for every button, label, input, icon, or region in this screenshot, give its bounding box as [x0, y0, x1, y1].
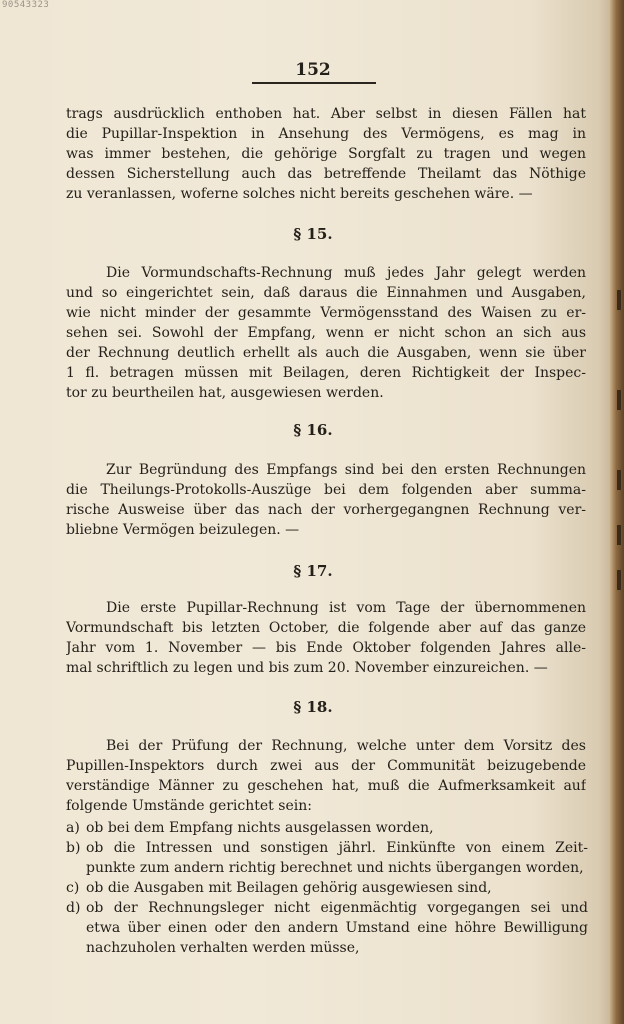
text-line: Die erste Pupillar-Rechnung ist vom Tage der übernommenen: [106, 600, 586, 616]
text-line: mal schriftlich zu legen und bis zum 20. November einzureichen. —: [66, 660, 548, 676]
text-line: wie nicht minder der gesammte Vermögensstand des Waisen zu er-: [66, 305, 586, 321]
text-line: rische Ausweise über das nach der vorhergegangnen Rechnung ver-: [66, 502, 586, 518]
text-line: 1 fl. betragen müssen mit Beilagen, deren Richtigkeit der Inspec-: [66, 365, 586, 381]
spine-marks: [617, 0, 621, 1024]
list-item-label: b): [66, 840, 81, 856]
text-line: ob der Rechnungsleger nicht eigenmächtig vorgegangen sei und: [86, 900, 588, 916]
text-line: folgende Umstände gerichtet sein:: [66, 798, 312, 814]
text-line: bliebne Vermögen beizulegen. —: [66, 522, 300, 538]
text-line: Zur Begründung des Empfangs sind bei den ersten Rechnungen: [106, 462, 586, 478]
list-item: [66, 878, 588, 898]
list-item: [66, 818, 588, 838]
section-15-heading: § 15.: [293, 225, 333, 243]
text-line: Bei der Prüfung der Rechnung, welche unter dem Vorsitz des: [106, 738, 586, 754]
text-line: Jahr vom 1. November — bis Ende Oktober folgenden Jahres alle-: [66, 640, 586, 656]
text-line: verständige Männer zu geschehen hat, muß die Aufmerksamkeit auf: [66, 778, 586, 794]
section-17-heading: § 17.: [293, 562, 333, 580]
text-line: Vormundschaft bis letzten October, die folgende aber auf das ganze: [66, 620, 586, 636]
paragraph-continued: [66, 104, 586, 204]
list-item: [66, 898, 588, 958]
text-line: die Pupillar-Inspektion in Ansehung des Vermögens, es mag in: [66, 126, 586, 142]
text-line: ob die Intressen und sonstigen jährl. Einkünfte von einem Zeit-: [86, 840, 588, 856]
section-17-text: [66, 598, 586, 678]
text-line: die Theilungs-Protokolls-Auszüge bei dem folgenden aber summa-: [66, 482, 586, 498]
header-rule: [252, 82, 376, 84]
list-item-label: c): [66, 880, 80, 896]
text-line: und so eingerichtet sein, daß daraus die Einnahmen und Ausgaben,: [66, 285, 586, 301]
archive-stamp: 90543323: [2, 0, 50, 10]
text-line: sehen sei. Sowohl der Empfang, wenn er nicht schon an sich aus: [66, 325, 586, 341]
text-line: der Rechnung deutlich erhellt als auch die Ausgaben, wenn sie über: [66, 345, 586, 361]
text-line: Die Vormundschafts-Rechnung muß jedes Jahr gelegt werden: [106, 265, 586, 281]
section-16-text: [66, 460, 586, 540]
text-line: dessen Sicherstellung auch das betreffende Theilamt das Nöthige: [66, 166, 586, 182]
list-item: [66, 838, 588, 878]
list-item-label: a): [66, 820, 80, 836]
text-line: zu veranlassen, woferne solches nicht bereits geschehen wäre. —: [66, 186, 533, 202]
section-18-heading: § 18.: [293, 698, 333, 716]
text-line: ob die Ausgaben mit Beilagen gehörig ausgewiesen sind,: [86, 880, 492, 896]
list-item-label: d): [66, 900, 81, 916]
text-line: nachzuholen verhalten werden müsse,: [86, 940, 360, 956]
text-line: was immer bestehen, die gehörige Sorgfalt zu tragen und wegen: [66, 146, 586, 162]
text-line: etwa über einen oder den andern Umstand eine höhre Bewilligung: [86, 920, 588, 936]
text-line: tor zu beurtheilen hat, ausgewiesen werden.: [66, 385, 384, 401]
page-number: 152: [295, 60, 331, 80]
section-15-text: [66, 263, 586, 403]
section-18-text: [66, 736, 586, 816]
text-line: punkte zum andern richtig berechnet und nichts übergangen worden,: [86, 860, 584, 876]
section-18-list: [66, 818, 588, 958]
section-16-heading: § 16.: [293, 421, 333, 439]
text-line: trags ausdrücklich enthoben hat. Aber selbst in diesen Fällen hat: [66, 106, 586, 122]
text-line: Pupillen-Inspektors durch zwei aus der Communität beizugebende: [66, 758, 586, 774]
text-line: ob bei dem Empfang nichts ausgelassen worden,: [86, 820, 434, 836]
